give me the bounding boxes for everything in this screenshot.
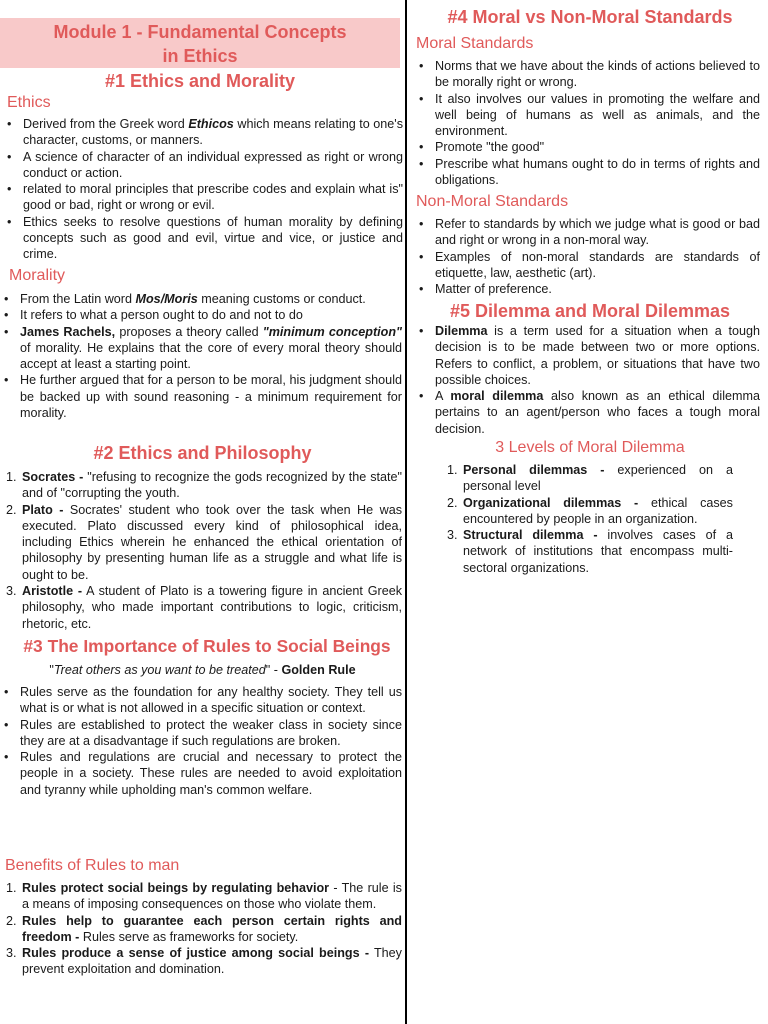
list-item: 3. Structural dilemma - involves cases of a network of institutions that encompass multi-sectoral organizations. [447,528,733,575]
list-item: 2. Organizational dilemmas - ethical cases encountered by people in an organization. [447,495,733,526]
section-3-heading: #3 The Importance of Rules to Social Beings [23,636,391,656]
list-item: • Rules and regulations are crucial and necessary to protect the people in a society. These rules are needed to avoid exploitation and tyranny while upholding man's common welfare. [4,749,402,798]
morality-list [4,291,402,421]
list-item: 1. Personal dilemmas - experienced on a personal level [447,463,734,494]
section-4-heading: #4 Moral vs Non-Moral Standards [447,7,733,27]
list-item: 3. Aristotle - A student of Plato is a towering figure in ancient Greek philosophy, who made important contributions to logic, criticism, rhetoric, etc. [6,584,402,631]
list-item: • Examples of non-moral standards are standards of etiquette, law, aesthetic (art). [419,249,760,282]
list-item: 2. Rules help to guarantee each person certain rights and freedom - Rules serve as frameworks for society. [6,913,402,944]
column-divider [405,0,407,1024]
dilemma-list [419,323,760,437]
section-5-heading: #5 Dilemma and Moral Dilemmas [449,301,731,321]
list-item: • Prescribe what humans ought to do in terms of rights and obligations. [419,156,760,189]
list-item: • Norms that we have about the kinds of actions believed to be morally right or wrong. [419,58,760,91]
list-item: 2. Plato - Socrates' student who took over the task when He was executed. Plato discussed every kind of philosophical idea, including Ethics wherein he enhanced the ethical orientation of philosophy by presenting human life as a struggle and what life is ought to be. [6,502,402,582]
list-item: • Refer to standards by which we judge what is good or bad and right or wrong in a non-moral way. [419,216,760,249]
list-item: • A moral dilemma also known as an ethical dilemma pertains to an agent/person who faces a tough moral decision. [419,388,760,437]
non-moral-standards-list [419,216,760,297]
list-item: 1. Socrates - "refusing to recognize the gods recognized by the state" and of "corrupting the youth. [6,470,402,501]
list-item: • A science of character of an individual expressed as right or wrong conduct or action. [7,149,403,182]
list-item: • It refers to what a person ought to do and not to do [4,307,402,323]
ethics-list [7,116,403,263]
list-item: • Matter of preference. [419,281,760,297]
list-item: • Rules are established to protect the weaker class in society since they are at a disadvantage if such regulations are broken. [4,717,402,750]
page-title [0,20,400,68]
ethics-subheading: Ethics [7,94,51,111]
list-item: • Derived from the Greek word Ethicos which means relating to one's character, customs, or manners. [7,116,403,149]
non-moral-standards-subheading: Non-Moral Standards [416,193,569,210]
moral-standards-subheading: Moral Standards [416,35,534,52]
section-1-heading: #1 Ethics and Morality [104,71,296,91]
list-item: • Ethics seeks to resolve questions of human morality by defining concepts such as good and evil, virtue and vice, or justice and crime. [7,214,403,263]
philosophers-list [6,469,402,632]
levels-list [447,462,733,576]
title-line-1: Module 1 - Fundamental Concepts [53,22,347,42]
list-item: • He further argued that for a person to be moral, his judgment should be backed up with sound reasoning - a minimum requirement for morality. [4,372,402,421]
moral-standards-list [419,58,760,188]
golden-rule-quote: "Treat others as you want to be treated" - Golden Rule [49,663,356,677]
list-item: • Rules serve as the foundation for any healthy society. They tell us what is or what is not allowed in a specific situation or context. [4,684,402,717]
list-item: • related to moral principles that prescribe codes and explain what is" good or bad, right or wrong or evil. [7,181,403,214]
levels-subheading: 3 Levels of Moral Dilemma [495,439,685,456]
morality-subheading: Morality [9,267,66,284]
list-item: 1. Rules protect social beings by regulating behavior - The rule is a means of imposing consequences on those who violate them. [6,881,402,912]
section-2-heading: #2 Ethics and Philosophy [93,443,312,463]
title-line-2: in Ethics [162,46,238,66]
list-item: • It also involves our values in promoting the welfare and well being of humans as well as animals, and the environment. [419,91,760,140]
benefits-list [6,880,402,978]
list-item: 3. Rules produce a sense of justice among social beings - They prevent exploitation and domination. [6,946,402,977]
benefits-subheading: Benefits of Rules to man [5,857,180,874]
list-item: • James Rachels, proposes a theory called "minimum conception" of morality. He explains that the core of every moral theory should accept at least a starting point. [4,324,402,373]
list-item: • From the Latin word Mos/Moris meaning customs or conduct. [4,291,402,307]
list-item: • Dilemma is a term used for a situation when a tough decision is to be made between two or more options. Refers to conflict, a problem, or situations that have two possible choices. [419,323,760,388]
list-item: • Promote "the good" [419,139,760,155]
rules-list [4,684,402,798]
